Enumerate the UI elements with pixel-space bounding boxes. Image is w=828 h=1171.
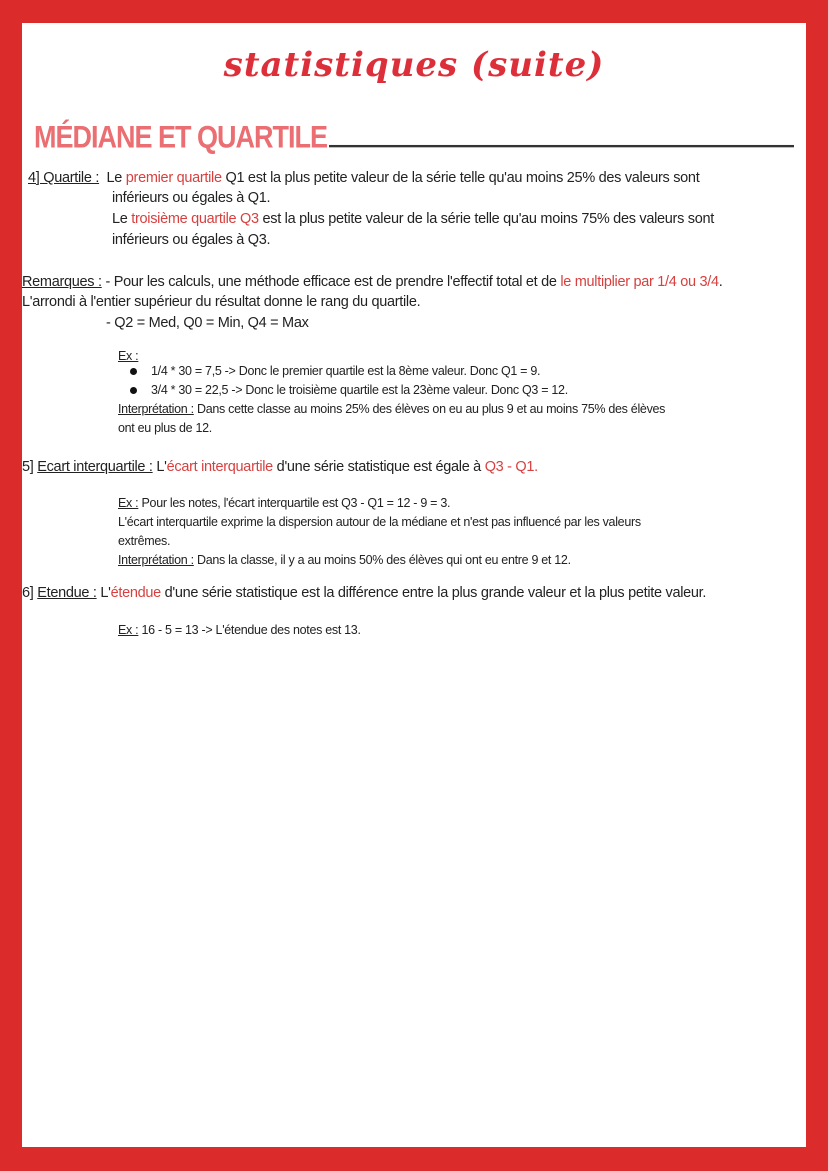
ecart-formula: Q3 - Q1.: [484, 459, 538, 475]
interpretation-label: Interprétation :: [118, 402, 194, 416]
example-label: Ex :: [118, 623, 139, 637]
etendue-text: d'une série statistique est la différence entre la plus grande valeur et la plus petite valeur.: [160, 585, 707, 601]
ecart-label: Ecart interquartile :: [37, 459, 153, 475]
troisieme-quartile-term: troisième quartile Q3: [131, 211, 259, 227]
premier-quartile-term: premier quartile: [125, 170, 222, 186]
remarques-label: Remarques :: [22, 274, 102, 290]
etendue-example-text: 16 - 5 = 13 -> L'étendue des notes est 13.: [138, 623, 361, 637]
interpretation-1-cont: ont eu plus de 12.: [118, 421, 212, 435]
quartile-line-4: inférieurs ou égales à Q3.: [112, 232, 271, 248]
example-label: Ex :: [118, 496, 139, 510]
ecart-note-2: extrêmes.: [118, 534, 171, 548]
etendue-line: [22, 583, 706, 604]
remarques-line-2: L'arrondi à l'entier supérieur du résultat donne le rang du quartile.: [22, 294, 421, 310]
quartile-text: Le: [112, 211, 132, 227]
quartile-text: Q1 est la plus petite valeur de la série telle qu'au moins 25% des valeurs sont: [221, 170, 700, 186]
interpretation-text: Dans cette classe au moins 25% des élèves on eu au plus 9 et au moins 75% des élèves: [193, 402, 666, 416]
bullet-icon: [130, 368, 137, 375]
section-heading-text: MÉDIANE ET QUARTILE: [34, 119, 328, 155]
ecart-note-1: L'écart interquartile exprime la dispersion autour de la médiane et n'est pas influencé par les valeurs: [118, 515, 641, 529]
example-label: Ex :: [118, 349, 139, 363]
remarques-text: .: [718, 274, 723, 290]
page-title: statistiques (suite): [223, 45, 605, 85]
interpretation-2: [118, 551, 571, 569]
document-page: [22, 23, 806, 1147]
interpretation-label: Interprétation :: [118, 553, 194, 567]
example-bullet-2: 3/4 * 30 = 22,5 -> Donc le troisième quartile est la 23ème valeur. Donc Q3 = 12.: [151, 383, 568, 397]
example-bullet-1: 1/4 * 30 = 7,5 -> Donc le premier quartile est la 8ème valeur. Donc Q1 = 9.: [151, 364, 541, 378]
etendue-number: 6]: [22, 585, 38, 601]
ecart-term: écart interquartile: [166, 459, 273, 475]
quartile-line-2: inférieurs ou égales à Q1.: [112, 190, 271, 206]
ecart-text: L': [152, 459, 167, 475]
heading-rule: [329, 121, 794, 147]
interpretation-text: Dans la classe, il y a au moins 50% des élèves qui ont eu entre 9 et 12.: [193, 553, 571, 567]
ecart-example-text: Pour les notes, l'écart interquartile est Q3 - Q1 = 12 - 9 = 3.: [138, 496, 451, 510]
remarques-line-1: [22, 272, 723, 293]
etendue-term: étendue: [110, 585, 161, 601]
ecart-line: [22, 457, 538, 478]
ecart-example: [118, 494, 450, 512]
bullet-icon: [130, 387, 137, 394]
interpretation-1: [118, 400, 665, 418]
quartile-text: Le: [106, 170, 126, 186]
remarques-text: - Pour les calculs, une méthode efficace est de prendre l'effectif total et de: [101, 274, 561, 290]
quartile-line-3: [112, 209, 714, 230]
section-heading: [34, 119, 794, 156]
multiplier-highlight: le multiplier par 1/4 ou 3/4: [560, 274, 719, 290]
etendue-text: L': [96, 585, 111, 601]
ecart-text: d'une série statistique est égale à: [272, 459, 485, 475]
etendue-label: Etendue :: [37, 585, 97, 601]
remarques-line-3: - Q2 = Med, Q0 = Min, Q4 = Max: [106, 315, 309, 331]
quartile-label: 4] Quartile :: [28, 170, 100, 186]
ecart-number: 5]: [22, 459, 38, 475]
quartile-line-1: [28, 168, 699, 189]
quartile-text: est la plus petite valeur de la série telle qu'au moins 75% des valeurs sont: [258, 211, 714, 227]
etendue-example: [118, 621, 361, 639]
